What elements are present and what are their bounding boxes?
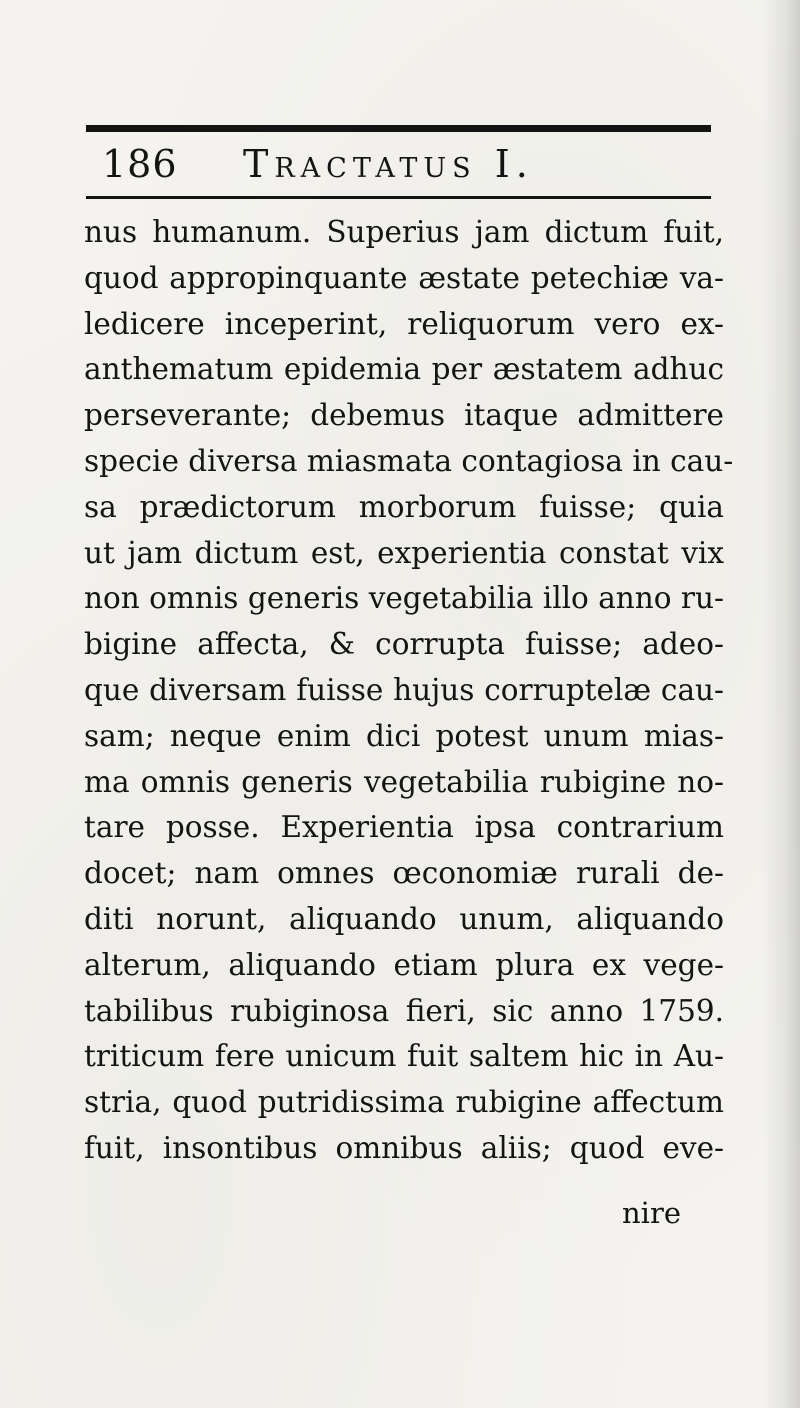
text-line: ma omnis generis vegetabilia rubigine no- bbox=[84, 764, 724, 799]
body-text bbox=[84, 210, 734, 1172]
text-line: ut jam dictum est, experientia constat vix bbox=[84, 535, 724, 570]
text-line: stria, quod putridissima rubigine affectum bbox=[84, 1085, 724, 1120]
text-line: bigine affecta, & corrupta fuisse; adeo- bbox=[84, 627, 724, 662]
text-line: nus humanum. Superius jam dictum fuit, bbox=[84, 215, 724, 249]
text-line: quod appropinquante æstate petechiæ va- bbox=[84, 260, 724, 295]
header-rule-bottom bbox=[86, 196, 711, 199]
text-line: specie diversa miasmata contagiosa in cau- bbox=[84, 443, 734, 478]
catchword: nire bbox=[622, 1196, 681, 1230]
text-line: sam; neque enim dici potest unum mias- bbox=[84, 718, 724, 753]
header-rule-top bbox=[86, 125, 711, 132]
text-line: tare posse. Experientia ipsa contrarium bbox=[84, 810, 724, 845]
text-line: alterum, aliquando etiam plura ex vege- bbox=[84, 947, 724, 982]
page-number: 186 bbox=[102, 142, 178, 186]
text-line: anthematum epidemia per æstatem adhuc bbox=[84, 352, 724, 387]
text-line: docet; nam omnes œconomiæ rurali de- bbox=[84, 856, 724, 891]
running-head: Tractatus I. bbox=[243, 142, 534, 186]
text-line: triticum fere unicum fuit saltem hic in Au- bbox=[84, 1039, 724, 1074]
text-line: sa prædictorum morborum fuisse; quia bbox=[84, 489, 724, 524]
text-line: fuit, insontibus omnibus aliis; quod eve- bbox=[84, 1130, 724, 1165]
text-line: perseverante; debemus itaque admittere bbox=[84, 398, 724, 433]
text-line: tabilibus rubiginosa fieri, sic anno 1759. bbox=[84, 993, 724, 1028]
text-line: diti norunt, aliquando unum, aliquando bbox=[84, 901, 724, 936]
text-line: non omnis generis vegetabilia illo anno ru- bbox=[84, 581, 724, 616]
page-header bbox=[88, 138, 708, 190]
text-line: que diversam fuisse hujus corruptelæ cau- bbox=[84, 672, 724, 707]
text-line: ledicere inceperint, reliquorum vero ex- bbox=[84, 306, 724, 341]
page-edge-shadow bbox=[762, 0, 800, 1408]
